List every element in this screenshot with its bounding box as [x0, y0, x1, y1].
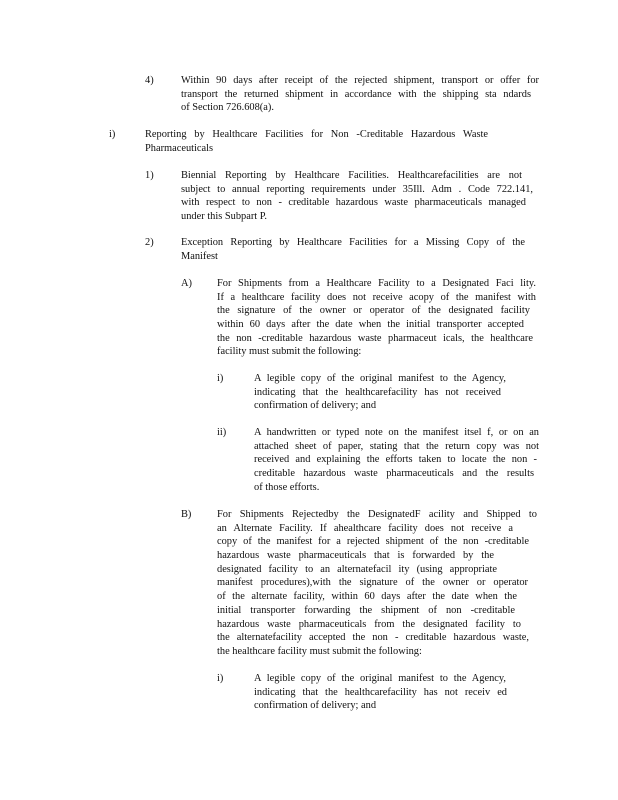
text-line: with respect to non - creditable hazardous waste pharmaceuticals managed — [181, 197, 526, 209]
text-line: of Section 726.608(a). — [181, 102, 274, 114]
text-line: initial transporter forwarding the shipment of non -creditable — [217, 604, 515, 616]
text-line: Pharmaceuticals — [145, 142, 214, 154]
text-line: Biennial Reporting by Healthcare Facilities. Healthcarefacilities are not — [181, 170, 522, 181]
item-text — [254, 372, 506, 413]
text-line: the alternatefacility accepted the non - creditable hazardous waste, — [217, 632, 529, 644]
text-line: For Shipments from a Healthcare Facility to a Designated Faci lity. — [217, 278, 536, 289]
list-marker: A) — [181, 278, 192, 289]
text-line: facility must submit the following: — [217, 346, 362, 358]
text-line: indicating that the healthcarefacility has not receiv ed — [254, 686, 507, 698]
text-line: subject to annual reporting requirements under 35Ill. Adm . Code 722.141, — [181, 183, 533, 195]
text-line: Reporting by Healthcare Facilities for Non -Creditable Hazardous Waste — [145, 129, 488, 140]
item-text — [217, 508, 537, 659]
text-line: A legible copy of the original manifest to the Agency, — [254, 373, 506, 384]
text-line: Within 90 days after receipt of the rejected shipment, transport or offer for — [181, 75, 539, 86]
text-line: the signature of the owner or operator of the designated facility — [217, 305, 530, 317]
item-text — [145, 128, 488, 155]
text-line: under this Subpart P. — [181, 211, 268, 223]
text-line: A legible copy of the original manifest to the Agency, — [254, 673, 506, 684]
text-line: Exception Reporting by Healthcare Facilities for a Missing Copy of the — [181, 237, 525, 248]
list-marker: 2) — [145, 237, 154, 248]
text-line: A handwritten or typed note on the manifest itsel f, or on an — [254, 427, 539, 438]
text-line: If a healthcare facility does not receive acopy of the manifest with — [217, 291, 536, 303]
text-line: manifest procedures),with the signature of the owner or operator — [217, 577, 528, 589]
text-line: transport the returned shipment in accordance with the shipping sta ndards — [181, 88, 531, 100]
list-marker: i) — [217, 373, 224, 384]
text-line: attached sheet of paper, stating that the return copy was not — [254, 440, 539, 452]
text-line: indicating that the healthcarefacility has not received — [254, 386, 501, 398]
text-line: creditable hazardous waste pharmaceuticals and the results — [254, 468, 534, 480]
list-marker: ii) — [217, 427, 227, 438]
text-line: For Shipments Rejectedby the DesignatedF acility and Shipped to — [217, 509, 537, 520]
text-line: copy of the manifest for a rejected shipment of the non -creditable — [217, 536, 529, 548]
list-marker: 1) — [145, 170, 154, 181]
text-line: the healthcare facility must submit the following: — [217, 645, 422, 657]
text-line: an Alternate Facility. If ahealthcare facility does not receive a — [217, 522, 513, 534]
item-text — [181, 236, 525, 263]
text-line: confirmation of delivery; and — [254, 400, 377, 412]
item-text — [254, 672, 506, 713]
list-marker: 4) — [145, 75, 154, 86]
item-text — [181, 74, 539, 115]
text-line: the non -creditable hazardous waste pharmaceut icals, the healthcare — [217, 332, 533, 344]
text-line: confirmation of delivery; and — [254, 700, 377, 712]
list-marker: i) — [217, 673, 224, 684]
item-text — [217, 277, 536, 359]
text-line: hazardous waste pharmaceuticals from the designated facility to — [217, 618, 521, 630]
text-line: of those efforts. — [254, 481, 320, 493]
item-text — [254, 426, 539, 494]
text-line: designated facility to an alternatefacil ity (using appropriate — [217, 563, 497, 575]
text-line: within 60 days after the date when the initial transporter accepted — [217, 319, 524, 331]
text-line: Manifest — [181, 250, 218, 262]
list-marker: i) — [109, 129, 116, 140]
list-marker: B) — [181, 509, 192, 520]
text-line: of the alternate facility, within 60 days after the date when the — [217, 591, 517, 603]
text-line: hazardous waste pharmaceuticals that is forwarded by the — [217, 550, 494, 562]
item-text — [181, 169, 533, 224]
text-line: received and explaining the efforts taken to locate the non - — [254, 454, 537, 466]
